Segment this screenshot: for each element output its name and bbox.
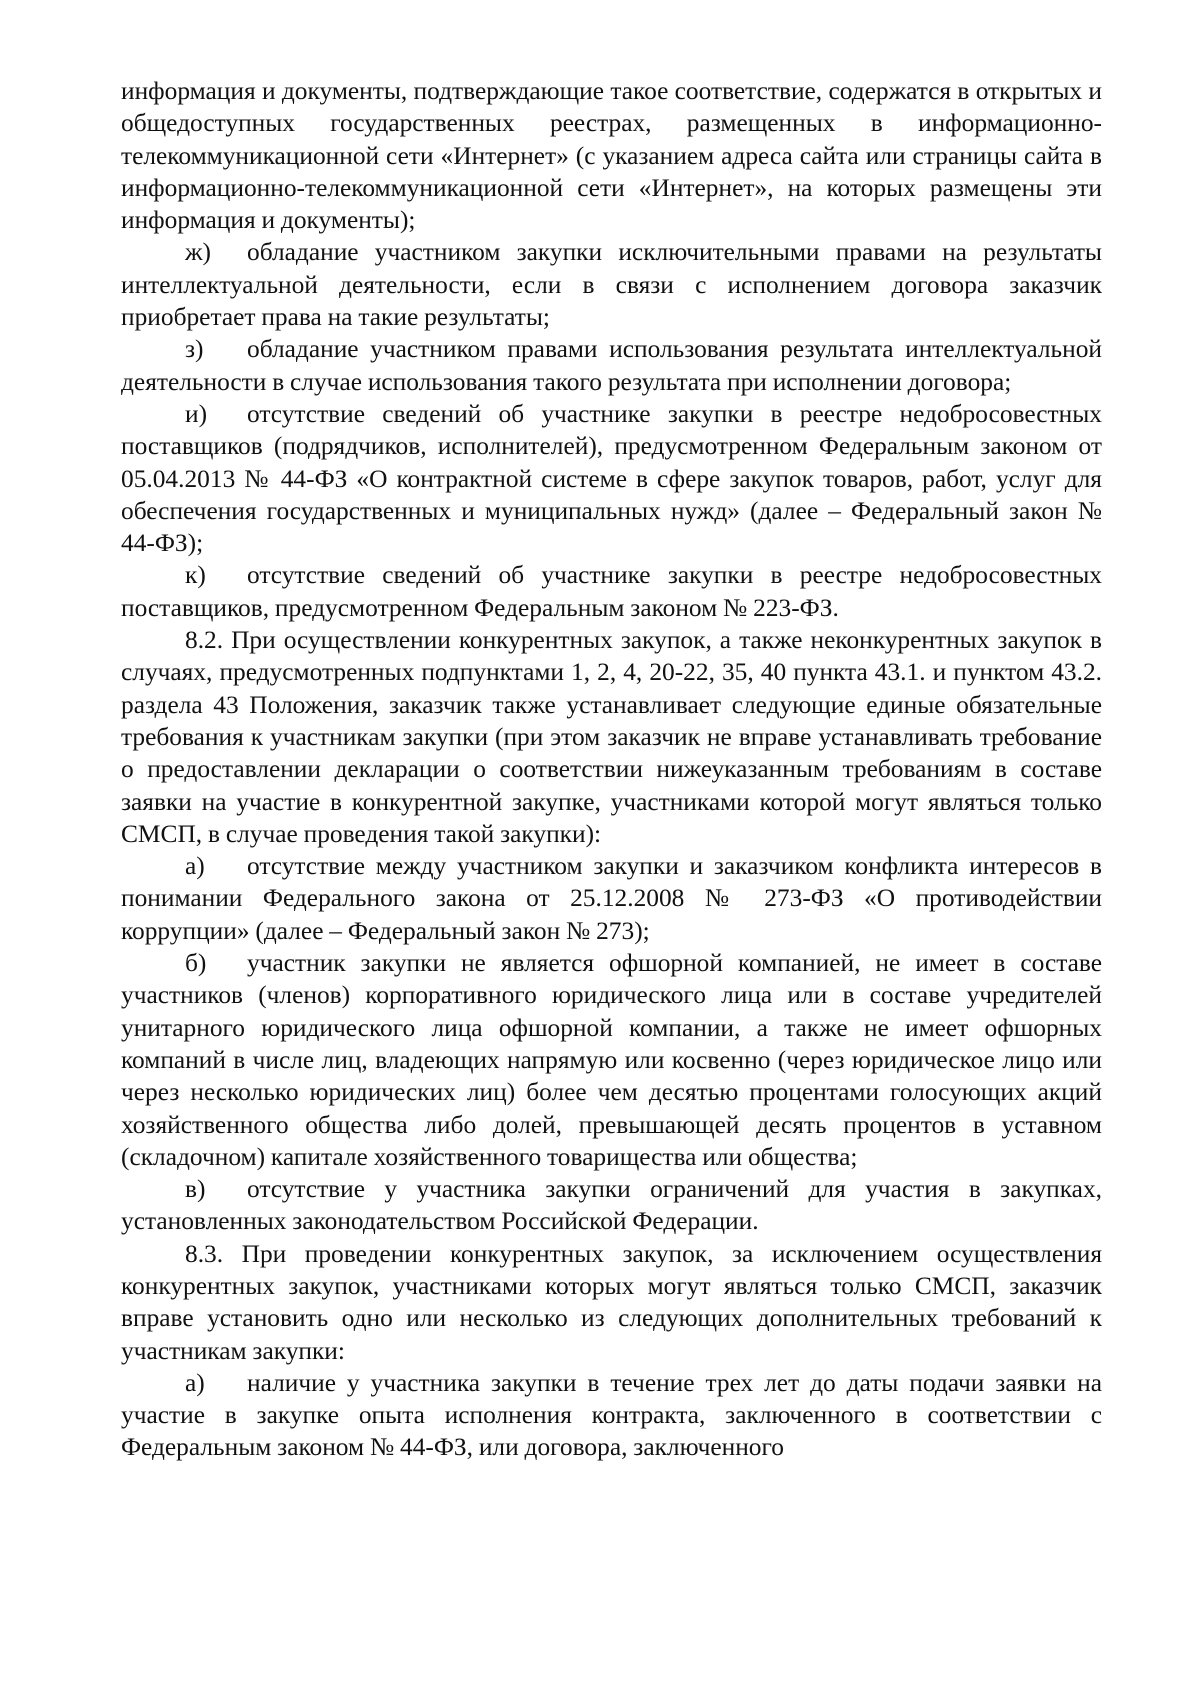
list-marker: а) (185, 1368, 205, 1397)
list-marker: и) (185, 399, 208, 428)
list-item-zh (121, 236, 1102, 333)
paragraph-text: 8.2. При осуществлении конкурентных закупок, а также неконкурентных закупок в случаях, предусмотренных подпунктами 1, 2, 4, 20-22, 35, 40 пункта 43.1. и пунктом 43.2. раздела 43 Положения, заказчик также устанавливает следующие единые обязательные требования к участникам закупки (при этом заказчик не вправе устанавливать требование о предоставлении декларации о соответствии нижеуказанным требованиям в составе заявки на участие в конкурентной закупке, участниками которой могут являться только СМСП, в случае проведения такой закупки): (121, 626, 1102, 848)
paragraph-continuation (121, 75, 1102, 236)
paragraph-text: наличие у участника закупки в течение трех лет до даты подачи заявки на участие в закупке опыта исполнения контракта, заключенного в соответствии с Федеральным законом № 44-ФЗ, или договора, заключенного (121, 1368, 1102, 1462)
paragraph-text: 8.3. При проведении конкурентных закупок, за исключением осуществления конкурентных закупок, участниками которых могут являться только СМСП, заказчик вправе установить одно или несколько из следующих дополнительных требований к участникам закупки: (121, 1239, 1102, 1365)
list-marker: ж) (185, 238, 211, 267)
paragraph-text: информация и документы, подтверждающие такое соответствие, содержатся в открытых и общедоступных государственных реестрах, размещенных в информационно-телекоммуникационной сети «Интернет» (с указанием адреса сайта или страницы сайта в информационно-телекоммуникационной сети «Интернет», на которых размещены эти информация и документы); (121, 77, 1102, 235)
section-8-3 (121, 1238, 1102, 1367)
list-marker: б) (185, 949, 207, 978)
list-item-b (121, 947, 1102, 1173)
paragraph-text: обладание участником закупки исключительными правами на результаты интеллектуальной деятельности, если в связи с исполнением договора заказчик приобретает права на такие результаты; (121, 238, 1102, 332)
list-item-i (121, 398, 1102, 559)
list-marker: в) (185, 1175, 206, 1204)
list-item-z (121, 333, 1102, 398)
list-item-a-2 (121, 1367, 1102, 1464)
paragraph-text: обладание участником правами использования результата интеллектуальной деятельности в случае использования такого результата при исполнении договора; (121, 335, 1102, 396)
section-8-2 (121, 624, 1102, 850)
list-marker: з) (185, 335, 204, 364)
list-item-k (121, 559, 1102, 624)
paragraph-text: отсутствие сведений об участнике закупки в реестре недобросовестных поставщиков, предусмотренном Федеральным законом № 223-ФЗ. (121, 561, 1102, 622)
list-marker: а) (185, 852, 205, 881)
list-item-a (121, 850, 1102, 947)
paragraph-text: отсутствие сведений об участнике закупки в реестре недобросовестных поставщиков (подрядчиков, исполнителей), предусмотренном Федеральным законом от 05.04.2013 № 44-ФЗ «О контрактной системе в сфере закупок товаров, работ, услуг для обеспечения государственных и муниципальных нужд» (далее – Федеральный закон № 44-ФЗ); (121, 399, 1102, 558)
list-marker: к) (185, 561, 206, 590)
paragraph-text: отсутствие у участника закупки ограничений для участия в закупках, установленных законодательством Российской Федерации. (121, 1175, 1102, 1236)
list-item-v (121, 1173, 1102, 1238)
paragraph-text: участник закупки не является офшорной компанией, не имеет в составе участников (членов) корпоративного юридического лица или в составе учредителей унитарного юридического лица офшорной компании, а также не имеет офшорных компаний в числе лиц, владеющих напрямую или косвенно (через юридическое лицо или через несколько юридических лиц) более чем десятью процентами голосующих акций хозяйственного общества либо долей, превышающей десять процентов в уставном (складочном) капитале хозяйственного товарищества или общества; (121, 949, 1102, 1171)
paragraph-text: отсутствие между участником закупки и заказчиком конфликта интересов в понимании Федерального закона от 25.12.2008 № 273-ФЗ «О противодействии коррупции» (далее – Федеральный закон № 273); (121, 852, 1102, 945)
